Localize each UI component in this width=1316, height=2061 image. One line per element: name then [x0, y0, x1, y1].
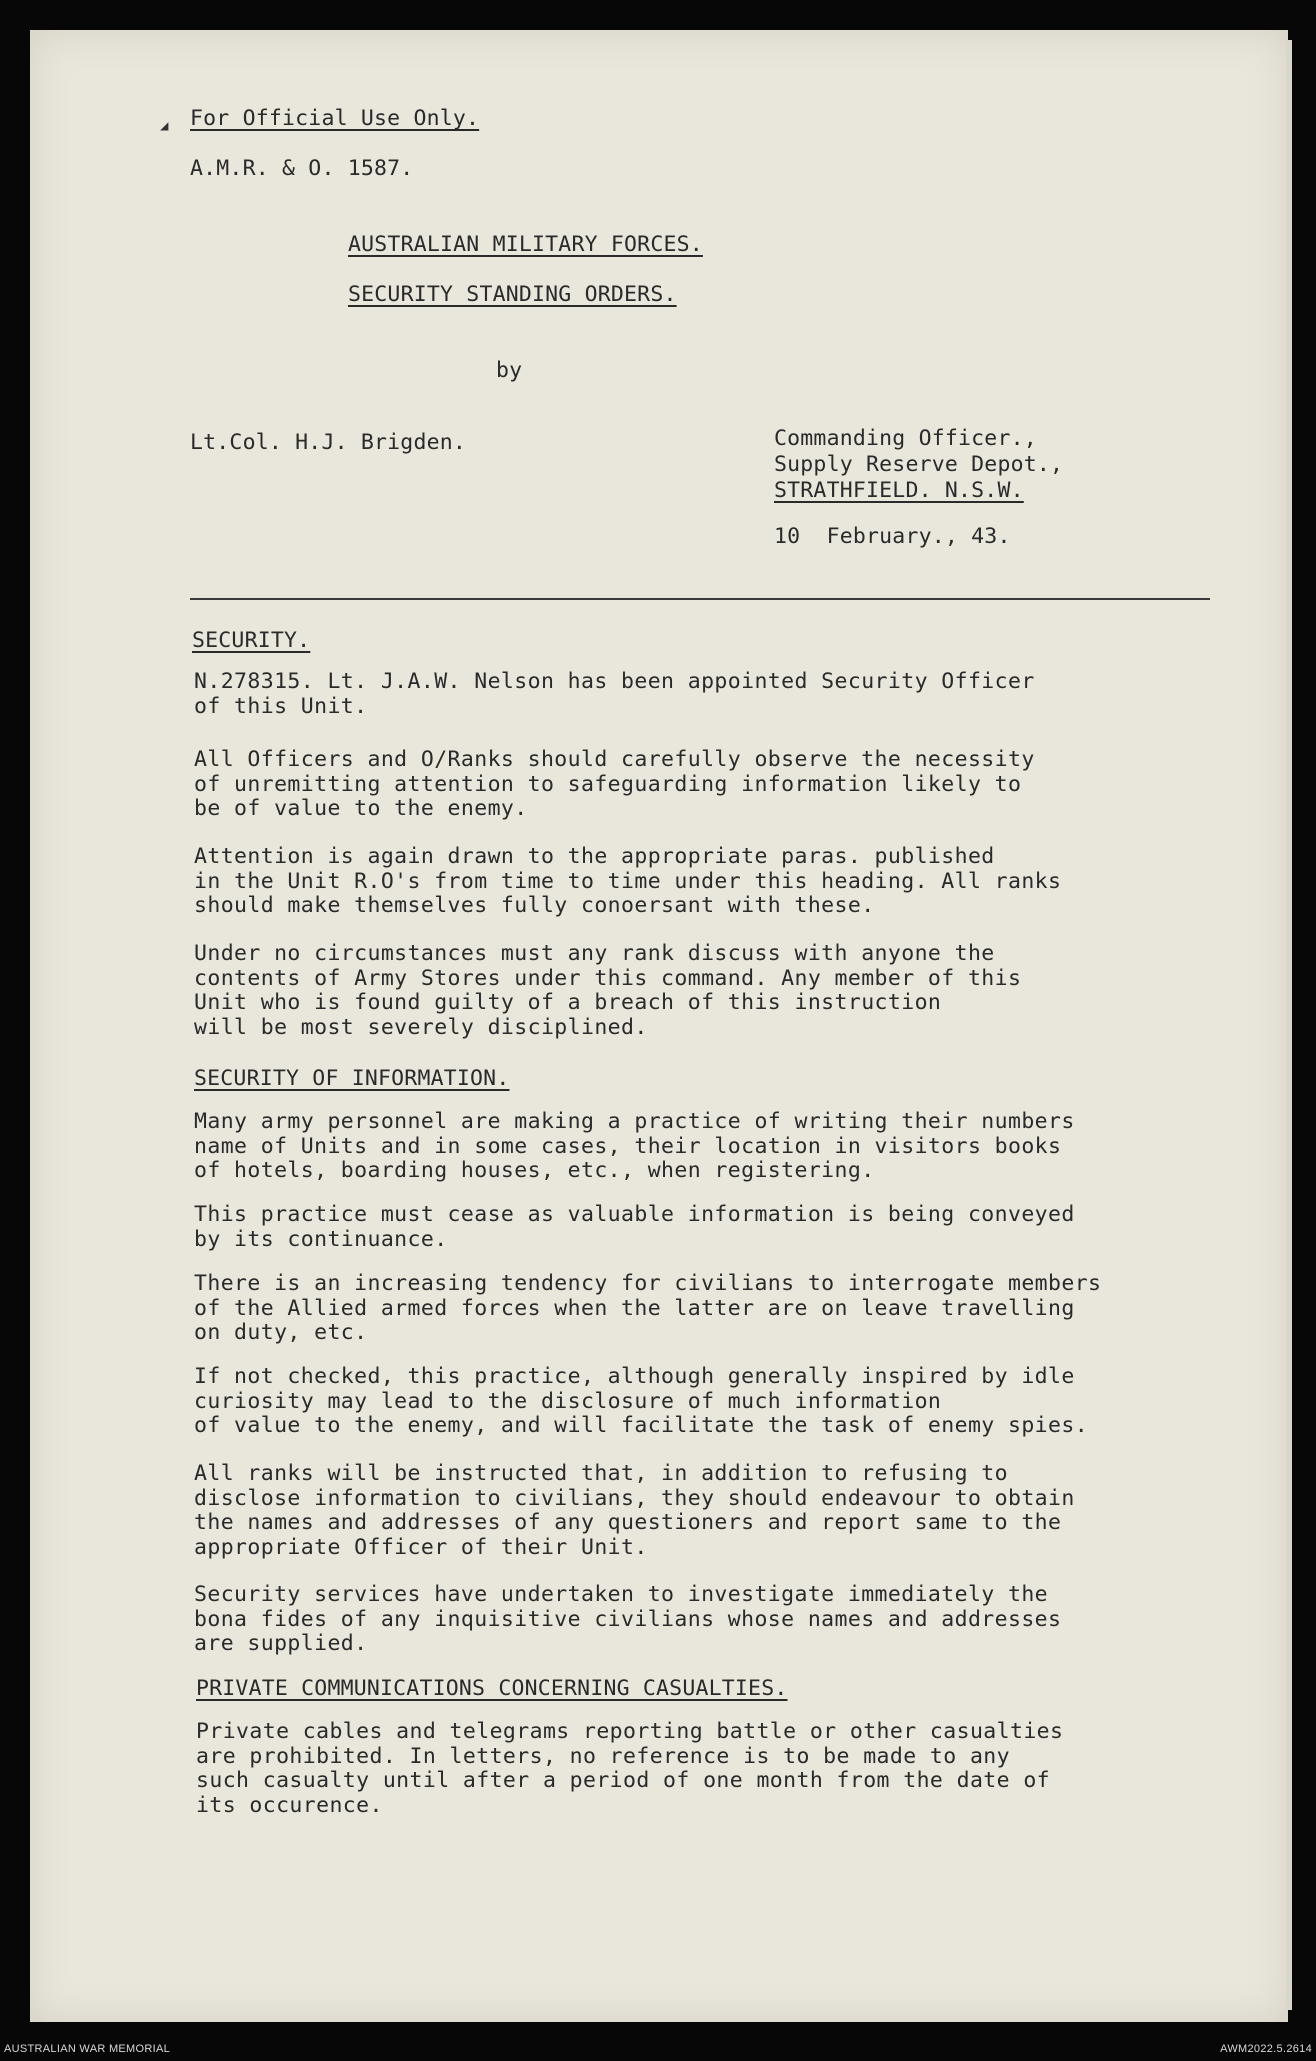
- paragraph: All ranks will be instructed that, in addition to refusing to disclose information to civilians, they should endeavour to obtain the names and addresses of any questioners and report same to the appropriate Officer of their Unit.: [194, 1461, 1075, 1560]
- reference-number: A.M.R. & O. 1587.: [190, 156, 414, 181]
- header-divider: [190, 598, 1210, 600]
- document-date: 10 February., 43.: [774, 524, 1011, 549]
- author-name: Lt.Col. H.J. Brigden.: [190, 430, 467, 455]
- by-line: by: [496, 358, 523, 383]
- document-title: SECURITY STANDING ORDERS.: [348, 282, 677, 307]
- punch-mark: ◢: [160, 118, 169, 134]
- paragraph: This practice must cease as valuable information is being conveyed by its continuance.: [194, 1202, 1075, 1252]
- section-heading-private-communications: PRIVATE COMMUNICATIONS CONCERNING CASUALTIES.: [196, 1676, 788, 1701]
- position-line-1: Commanding Officer.,: [774, 426, 1037, 451]
- paragraph: If not checked, this practice, although generally inspired by idle curiosity may lead to the disclosure of much information of value to the enemy, and will facilitate the task of enemy spies.: [194, 1364, 1089, 1438]
- position-line-2: Supply Reserve Depot.,: [774, 452, 1064, 477]
- paragraph: Many army personnel are making a practice of writing their numbers name of Units and in some cases, their location in visitors books of hotels, boarding houses, etc., when registering.: [194, 1109, 1075, 1183]
- classification-line: For Official Use Only.: [190, 106, 480, 131]
- position-line-3: STRATHFIELD. N.S.W.: [774, 478, 1024, 503]
- paragraph: Attention is again drawn to the appropriate paras. published in the Unit R.O's from time to time under this heading. All ranks should make themselves fully conoersant with these.: [194, 844, 1062, 918]
- paragraph: There is an increasing tendency for civilians to interrogate members of the Allied armed forces when the latter are on leave travelling on duty, etc.: [194, 1271, 1102, 1345]
- footer-archive-id: AWM2022.5.2614: [1220, 2043, 1312, 2055]
- paragraph: All Officers and O/Ranks should carefully observe the necessity of unremitting attention to safeguarding information likely to be of value to the enemy.: [194, 747, 1035, 821]
- footer-archive-name: AUSTRALIAN WAR MEMORIAL: [4, 2043, 171, 2055]
- page-edge: [1286, 40, 1292, 2010]
- paragraph: Security services have undertaken to investigate immediately the bona fides of any inquisitive civilians whose names and addresses are supplied.: [194, 1582, 1062, 1656]
- paragraph: Private cables and telegrams reporting battle or other casualties are prohibited. In letters, no reference is to be made to any such casualty until after a period of one month from the date of its occurence.: [196, 1719, 1064, 1818]
- document-page: [30, 30, 1288, 2022]
- paragraph: N.278315. Lt. J.A.W. Nelson has been appointed Security Officer of this Unit.: [194, 669, 1035, 719]
- section-heading-security: SECURITY.: [192, 628, 311, 653]
- organisation-heading: AUSTRALIAN MILITARY FORCES.: [348, 232, 703, 257]
- paragraph: Under no circumstances must any rank discuss with anyone the contents of Army Stores under this command. Any member of this Unit who is found guilty of a breach of this instruction will be most severely disciplined.: [194, 941, 1022, 1040]
- section-heading-security-of-information: SECURITY OF INFORMATION.: [194, 1066, 510, 1091]
